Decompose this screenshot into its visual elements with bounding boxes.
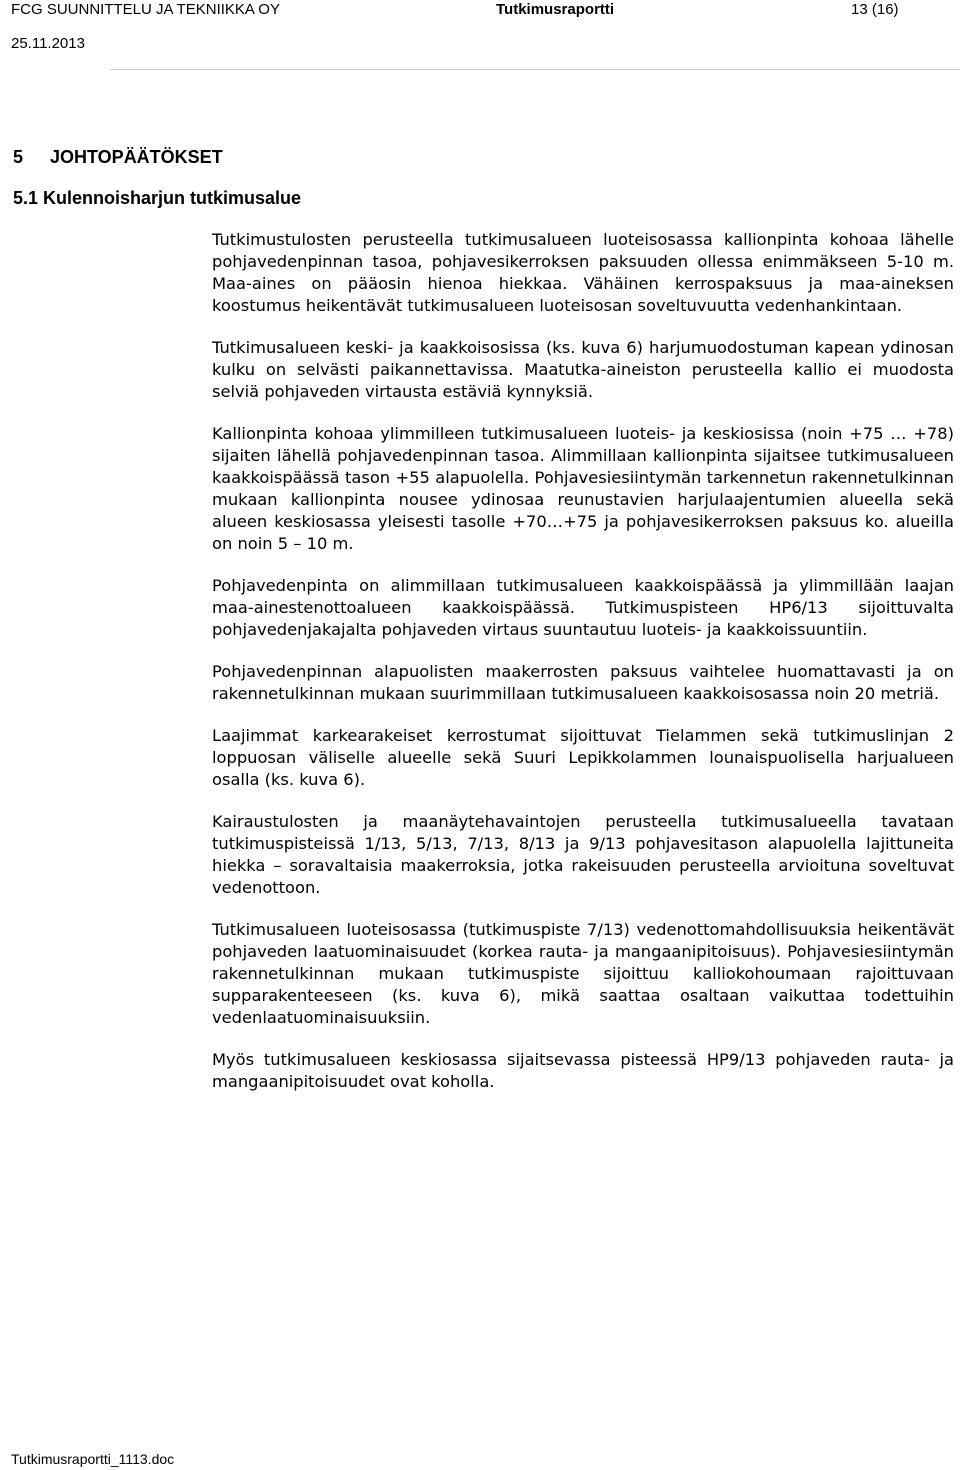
paragraph: Tutkimusalueen keski- ja kaakkoisosissa (ks. kuva 6) harjumuodostuman kapean ydinosan kulku on selvästi paikannettavissa. Maatutka-aineiston perusteella kallio ei muodosta selviä pohjaveden virtausta estäviä kynnyksiä. bbox=[212, 338, 954, 401]
paragraph: Pohjavedenpinnan alapuolisten maakerrosten paksuus vaihtelee huomattavasti ja on rakennetulkinnan mukaan suurimmillaan tutkimusalueen kaakkoisosassa noin 20 metriä. bbox=[212, 662, 954, 703]
paragraph: Laajimmat karkearakeiset kerrostumat sijoittuvat Tielammen sekä tutkimuslinjan 2 loppuosan väliselle alueelle sekä Suuri Lepikkolammen lounaispuolisella harjualueen osalla (ks. kuva 6). bbox=[212, 726, 954, 789]
paragraph: Kairaustulosten ja maanäytehavaintojen perusteella tutkimusalueella tavataan tutkimuspisteissä 1/13, 5/13, 7/13, 8/13 ja 9/13 pohjavesitason alapuolella lajittuneita hiekka – soravaltaisia maakerroksia, jotka rakeisuuden perusteella arvioituna soveltuvat vedenottoon. bbox=[212, 812, 954, 897]
footer-filename: Tutkimusraportti_1113.doc bbox=[11, 1451, 175, 1467]
header-divider bbox=[110, 69, 960, 70]
document-type: Tutkimusraportti bbox=[496, 1, 615, 18]
paragraph: Myös tutkimusalueen keskiosassa sijaitsevassa pisteessä HP9/13 pohjaveden rauta- ja mangaanipitoisuudet ovat koholla. bbox=[212, 1050, 954, 1091]
section-heading bbox=[13, 146, 223, 168]
section-number: 5 bbox=[13, 147, 24, 167]
page-number: 13 (16) bbox=[851, 1, 899, 18]
paragraph: Tutkimustulosten perusteella tutkimusalueen luoteisosassa kallionpinta kohoaa lähelle pohjavedenpinnan tasoa, pohjavesikerroksen paksuuden ollessa enimmäkseen 5-10 m. Maa-aines on pääosin hienoa hiekkaa. Vähäinen kerrospaksuus ja maa-aineksen koostumus heikentävät tutkimusalueen luoteisosan soveltuvuutta vedenhankintaan. bbox=[212, 230, 954, 315]
section-title: JOHTOPÄÄTÖKSET bbox=[50, 147, 223, 167]
paragraph: Pohjavedenpinta on alimmillaan tutkimusalueen kaakkoispäässä ja ylimmillään laajan maa-ainestenottoalueen kaakkoispäässä. Tutkimuspisteen HP6/13 sijoittuvalta pohjavedenjakajalta pohjaveden virtaus suuntautuu luoteis- ja kaakkoissuuntiin. bbox=[212, 576, 954, 639]
company-name: FCG SUUNNITTELU JA TEKNIIKKA OY bbox=[11, 1, 280, 18]
page-header bbox=[0, 0, 960, 60]
subsection-heading: 5.1 Kulennoisharjun tutkimusalue bbox=[13, 188, 302, 208]
body-text bbox=[212, 229, 954, 1113]
report-date: 25.11.2013 bbox=[11, 35, 85, 52]
paragraph: Kallionpinta kohoaa ylimmilleen tutkimusalueen luoteis- ja keskiosissa (noin +75 … +78) sijaiten lähellä pohjavedenpinnan tasoa. Alimmillaan kallionpinta sijaitsee tutkimusalueen kaakkoispäässä tason +55 alapuolella. Pohjavesiesiintymän tarkennetun rakennetulkinnan mukaan kallionpinta nousee ydinosaa reunustavien harjulaajentumien alueella sekä alueen keskiosassa yleisesti tasolle +70…+75 ja pohjavesikerroksen paksuus ko. alueilla on noin 5 – 10 m. bbox=[212, 424, 954, 553]
paragraph: Tutkimusalueen luoteisosassa (tutkimuspiste 7/13) vedenottomahdollisuuksia heikentävät pohjaveden laatuominaisuudet (korkea rauta- ja mangaanipitoisuus). Pohjavesiesiintymän rakennetulkinnan mukaan tutkimuspiste sijoittuu kalliokohoumaan rajoittuvaan supparakenteeseen (ks. kuva 6), mikä saattaa osaltaan vaikuttaa todettuihin vedenlaatuominaisuuksiin. bbox=[212, 920, 954, 1027]
